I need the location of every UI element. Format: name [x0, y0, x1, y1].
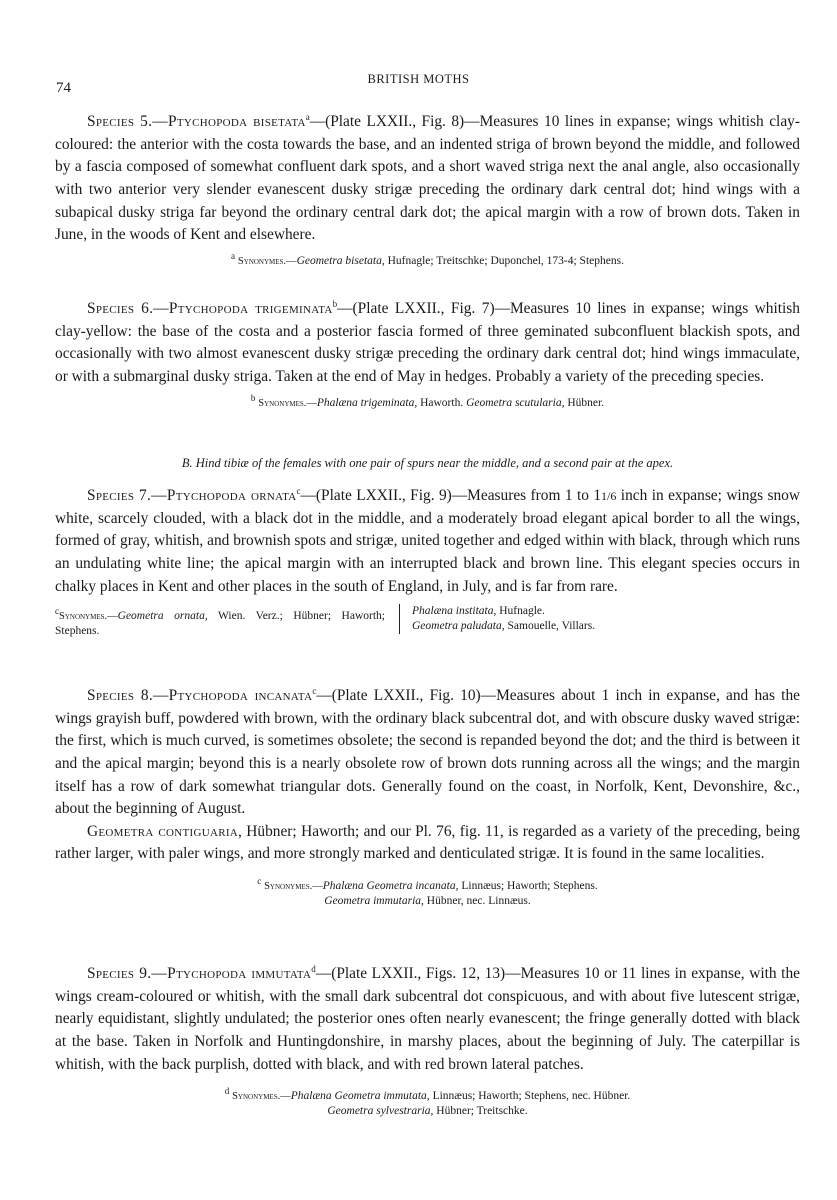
species-8-name: Ptychopoda incanata [168, 687, 313, 705]
species-8-block [55, 680, 800, 909]
species-7-text: Species 7.—Ptychopoda ornata$^c$—(Plate LXXII., Fig. 9)—Measures from 1 to 11/6 inch in expanse; wings snow white, scarcely clouded, with a black dot in the middle, and a moderately broad elegant apical border to all the wings, formed of gray, whitish, and brownish spots and strigæ, united together and edged within with black, through which runs an undulating white line; the apical margin with an interrupted black and brown line. This elegant species occurs in chalky places in Kent and other places in the south of England, in July, and is far from rare. [55, 486, 800, 595]
species-5-block [55, 106, 800, 269]
species-7-block [55, 480, 800, 639]
species-5-text: Species 5.—Ptychopoda bisetata$^a$—(Plate LXXII., Fig. 8)—Measures 10 lines in expanse; wings whitish clay-coloured: the anterior with the costa towards the base, and an indented striga of brown beyond the middle, and followed by a fascia composed of somewhat confluent dark spots, and a short waved striga next the anal angle, also occasionally with two anterior very slender evanescent dusky strigæ preceding the ordinary dark central dot; hind wings with a subapical dusky striga far beyond the ordinary central dark dot; the apical margin with a row of brown dots. Taken in June, in the woods of Kent and elsewhere. [55, 112, 800, 244]
running-head: BRITISH MOTHS [367, 72, 470, 86]
fraction: 1/6 [601, 489, 617, 504]
species-9-text: Species 9.—Ptychopoda immutata$^d$—(Plate LXXII., Figs. 12, 13)—Measures 10 or 11 lines in expanse, with the wings cream-coloured or whitish, with the small dark subcentral dot conspicuous, and with about five lutescent strigæ, nearly equidistant, slightly undulated; the posterior ones often nearly evanescent; the fringe generally dotted with black at the base. Taken in Norfolk and Huntingdonshire, in marshy places, about the beginning of July. The caterpillar is whitish, with the back purplish, dotted with black, and with red brown lateral patches. [55, 964, 800, 1073]
species-9-synonymes: $^d$ Synonymes.—Phalæna Geometra immutata, Linnæus; Haworth; Stephens, nec. Hübner. Geometra sylvestraria, Hübner; Treitschke. [224, 1086, 631, 1117]
species-7-name: Ptychopoda ornata [166, 487, 297, 505]
species-5-synonymes: $^a$ Synonymes.—Geometra bisetata, Hufnagle; Treitschke; Duponchel, 173-4; Stephens. [231, 250, 624, 267]
synonyme-divider [399, 604, 400, 634]
section-subheading: B. Hind tibiæ of the females with one pair of spurs near the middle, and a second pair at the apex. [181, 456, 674, 470]
species-5-name: Ptychopoda bisetata [167, 113, 306, 131]
species-8-synonymes: $^c$ Synonymes.—Phalæna Geometra incanata, Linnæus; Haworth; Stephens. Geometra immutaria, Hübner, nec. Linnæus. [257, 875, 598, 907]
species-6-text: Species 6.—Ptychopoda trigeminata$^b$—(Plate LXXII., Fig. 7)—Measures 10 lines in expanse; wings whitish clay-yellow: the base of the costa and a posterior fascia formed of three geminated subconfluent blackish spots, and occasionally with two almost evanescent dusky strigæ preceding the ordinary dark central dot; hind wings immaculate, or with a submarginal dusky striga. Taken at the end of May in hedges. Probably a variety of the preceding species. [55, 299, 800, 385]
species-8-variety: Geometra contiguaria, Hübner; Haworth; and our Pl. 76, fig. 11, is regarded as a variety of the preceding, being rather larger, with paler wings, and more strongly marked and denticulated strigæ. It is found in the same localities. [55, 822, 800, 863]
species-6-name: Ptychopoda trigeminata [168, 300, 333, 318]
species-9-name: Ptychopoda immutata [167, 965, 312, 983]
species-9-block [55, 958, 800, 1119]
page-number: 74 [56, 80, 71, 96]
species-7-synonymes: $^c$Synonymes.—Geometra ornata, Wien. Verz.; Hübner; Haworth; Stephens. Phalæna institata, Hufnagle. Geometra paludata, Samouelle, Villars. [55, 605, 596, 637]
species-6-block [55, 293, 800, 410]
species-8-text: Species 8.—Ptychopoda incanata$^c$—(Plate LXXII., Fig. 10)—Measures about 1 inch in expanse, and has the wings grayish buff, powdered with brown, with the ordinary black subcentral dot, and with obscure dusky waved strigæ: the first, which is much curved, is sometimes obsolete; the second is repanded beyond the dot; and the third is between it and the apical margin; beyond this is a nearly obsolete row of brown dots running across all the wings; and the margin itself has a row of dark somewhat triangular dots. Generally found on the coast, in Norfolk, Kent, Devonshire, &c., about the beginning of August. [55, 686, 800, 818]
species-6-synonymes: $^b$ Synonymes.—Phalæna trigeminata, Haworth. Geometra scutularia, Hübner. [250, 392, 605, 409]
